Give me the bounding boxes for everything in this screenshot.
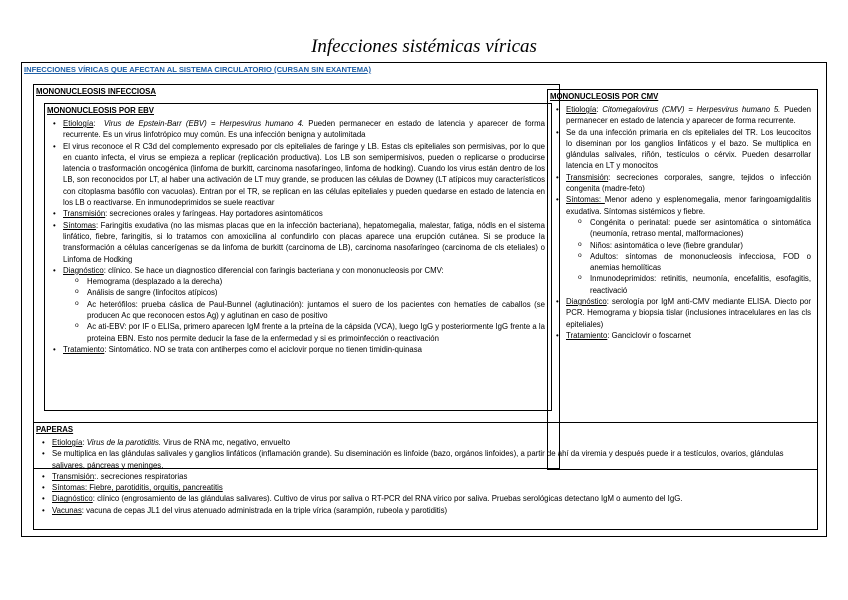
symptoms-label: Síntomas	[52, 483, 85, 493]
diagnosis-label: Diagnóstico	[52, 494, 93, 504]
paperas-heading: PAPERAS	[36, 425, 74, 434]
list-item	[40, 471, 811, 482]
outer-frame	[21, 62, 827, 537]
diagnosis-text: : clínico (engrosamiento de las glándulas salivares). Cultivo de virus por saliva o RT-PCR del RNA vírico por saliva. Pruebas serológicas detectano IgM o aumento del IgG.	[92, 494, 683, 504]
ebv-box	[44, 103, 552, 411]
treatment-label: Tratamiento	[63, 344, 105, 354]
list-item	[554, 296, 811, 330]
list-item: • Se da una infección primaria en cls epiteliales del TR. Los leucocitos lo diseminan por los ganglios linfáticos y el bazo. Se multiplica en glándulas salivales, riñón, testículos o cérvix. Pueden desarrollar latencia en LT y monocitos	[554, 127, 811, 172]
diagnosis-sublist	[63, 276, 545, 344]
symptoms-text: : Faringitis exudativa (no las mismas placas que en la infección bacteriana), hepatomegalia, malestar, fatiga, nódls en el sistema linfático, fiebre, faringitis, si lo tratamos con amoxicilina al confundirlo con placas aparece una erupción cutánea. Si se produce la transformación a células cancerígenas se da linfoma de burkitt (carcinoma de LB), carcinoma nasofaríngeo (carcinoma de cls eteliales) o Linfoma de Hodking	[63, 220, 545, 264]
paperas-list	[40, 437, 811, 516]
page-title: Infecciones sistémicas víricas	[311, 36, 537, 57]
symptoms-label: Síntomas:	[566, 195, 605, 205]
vaccines-text: : vacuna de cepas JL1 del virus atenuado administrada en la triple vírica (sarampión, rubeola y parotiditis)	[81, 505, 448, 515]
cmv-heading: MONONUCLEOSIS POR CMV	[550, 92, 659, 101]
etiology-label: Etiología	[52, 438, 83, 447]
virus-name: Virus de Epstein-Barr (EBV) = Herpesvirus humano 4.	[103, 119, 305, 128]
treatment-label: Tratamiento	[566, 330, 608, 340]
separator: :	[93, 119, 96, 128]
paperas-box	[33, 422, 818, 530]
list-item	[554, 104, 811, 127]
diagnosis-label: Diagnóstico	[63, 265, 104, 275]
list-item	[40, 437, 811, 448]
list-item	[40, 482, 811, 493]
transmission-label: Transmisión	[566, 172, 609, 182]
treatment-text: : Ganciclovir o foscarnet	[607, 330, 691, 340]
list-item	[51, 344, 545, 355]
separator: :	[82, 438, 87, 447]
etiology-text: Pueden permanecer en estado de latencia y aparecer de forma recurrente. Es un virus linfotrópico muy común. Es una infección benigna y autolimitada	[63, 119, 545, 140]
list-item	[554, 194, 811, 296]
mononucleosis-heading: MONONUCLEOSIS INFECCIOSA	[36, 87, 156, 96]
symptoms-text: Menor adeno y esplenomegalia, menor faringoamigdalitis exudativa. Síntomas sistémicos y fiebre.	[566, 195, 811, 216]
cmv-list	[554, 104, 811, 341]
list-item	[554, 172, 811, 195]
list-item	[40, 505, 811, 516]
virus-name: Citomegalovirus (CMV) = Herpesvirus humano 5.	[602, 105, 781, 114]
list-item	[51, 208, 545, 219]
transmission-text: :. secreciones respiratorias	[94, 471, 188, 481]
main-heading: INFECCIONES VÍRICAS QUE AFECTAN AL SISTEMA CIRCULATORIO (CURSAN SIN EXANTEMA)	[24, 65, 372, 74]
sub-list-item: o Inmunodeprimidos: retinitis, neumonía, encefalitis, esofagitis, reactivació	[566, 273, 811, 296]
diagnosis-label: Diagnóstico	[566, 297, 607, 307]
etiology-text: Pueden permanecer en estado de latencia y aparecer de forma recurrente.	[566, 105, 811, 126]
transmission-text: : secreciones orales y faríngeas. Hay portadores asintomáticos	[105, 209, 323, 219]
etiology-text: Virus de RNA mc, negativo, envuelto	[161, 438, 291, 447]
transmission-label: Transmisión	[52, 471, 95, 481]
symptoms-sublist	[566, 217, 811, 296]
sub-list-item: o Ac ati-EBV: por IF o ELISa, primero aparecen IgM frente a la prteína de la cápsida (VCA), luego IgG y posteriormente IgG frente a la proteina EBN. Esto nos permite deducir la fase de la enfermedad y si es primoinfección o reactivación	[63, 321, 545, 344]
symptoms-text: : Fiebre, parotiditis, orquitis, pancreatitis	[84, 483, 223, 493]
sub-list-item: o Análisis de sangre (linfocitos atípicos)	[63, 287, 545, 298]
mononucleosis-box	[33, 84, 560, 469]
list-item	[40, 493, 811, 504]
cmv-box	[547, 89, 818, 470]
list-item: • El virus reconoce el R C3d del complemento expresado por cls epiteliales de faringe y LB. Estas cls epiteliales son permisivas, por lo que en cuanto infecta, el virus se empieza a replicar (replicación productiva). Los LB son semipermisivos, pueden o replicarse o producirse latencia o trasformación oncogénica (linfoma de burkitt, carcinoma nasofaríngeo, linfoma de hodking). Cuando los virus están dentro de los LB, son reconocidos por LT, al haber una activación de LT muy grande, se producen las células de Downey (LT atípicos muy característicos con citoplasma basófilo con vacuolas). Entran por el TR, se replican en las células epiteliales y pueden quedarse en estado de latencia en los LB o reactivarse. En inmunodeprimidos se suele reactivar	[51, 141, 545, 209]
etiology-label: Etiología	[63, 119, 94, 128]
diagnosis-text: : clínico. Se hace un diagnostico diferencial con faringis bacteriana y con mononucleosis por CMV:	[103, 265, 444, 275]
diagnosis-text: : serología por IgM anti-CMV mediante ELISA. Diecto por PCR. Hemograma y biopsia tislar (inclusiones intracelulares en las cls epiteliales)	[566, 297, 811, 329]
ebv-heading: MONONUCLEOSIS POR EBV	[47, 106, 155, 115]
list-item	[51, 118, 545, 141]
transmission-text: : secreciones corporales, sangre, tejidos o infección congenita (madre-feto)	[566, 172, 811, 194]
separator: :	[596, 105, 603, 114]
list-item: • Se multiplica en las glándulas salivales y ganglios linfáticos (inflamación grande). Su diseminación es linfoide (bazo, orgános linfoides), a partir de ahí da viremia y después puede ir a testículos, ovarios, glándulas salivares, páncreas y meninges.	[40, 448, 811, 471]
transmission-label: Transmisión	[63, 209, 106, 219]
sub-list-item: o Congénita o perinatal: puede ser asintomática o sintomática (neumonía, retraso mental, malformaciones)	[566, 217, 811, 240]
symptoms-label: Síntomas	[63, 220, 96, 230]
virus-name: Virus de la parotiditis.	[86, 438, 162, 447]
ebv-list	[51, 118, 545, 355]
list-item	[51, 265, 545, 344]
sub-list-item: o Hemograma (desplazado a la derecha)	[63, 276, 545, 287]
vaccines-label: Vacunas	[52, 505, 82, 515]
list-item	[554, 330, 811, 341]
treatment-text: : Sintomático. NO se trata con antiherpes como el aciclovir porque no tienen timidin-quinasa	[104, 344, 422, 354]
sub-list-item: o Ac heterófilos: prueba cáslica de Paul-Bunnel (aglutinación): juntamos el suero de los pacientes con hematíes de caballos (se producen Ac que reconocen estos Ag) y aglutinan en caso de positivo	[63, 299, 545, 322]
etiology-label: Etiología	[566, 105, 597, 114]
list-item	[51, 220, 545, 265]
sub-list-item: o Adultos: síntomas de mononucleosis infecciosa, FOD o anemias hemolíticas	[566, 251, 811, 274]
sub-list-item: o Niños: asintomática o leve (fiebre grandular)	[566, 240, 811, 251]
